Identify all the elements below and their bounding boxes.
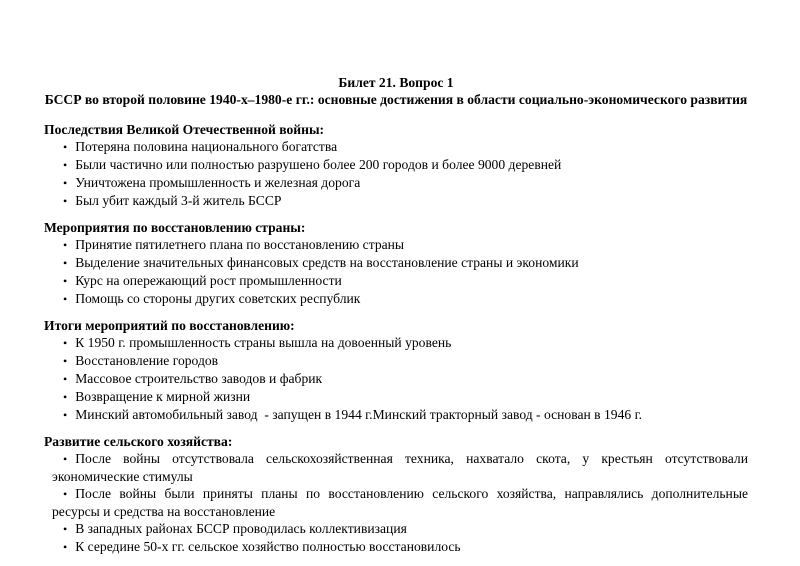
list-item: [52, 272, 748, 290]
bullet-icon: •: [63, 274, 68, 288]
list-item: [52, 138, 748, 156]
section-agriculture-development: [44, 433, 748, 556]
bullet-icon: •: [63, 176, 68, 190]
bullet-list: [52, 450, 748, 556]
list-item: [52, 388, 748, 406]
list-item-text: Уничтожена промышленность и железная дорога: [75, 175, 361, 190]
list-item: [52, 450, 748, 485]
list-item-text: Минский автомобильный завод - запущен в 1944 г.Минский тракторный завод - основан в 1946 г.: [75, 407, 643, 422]
list-item: [52, 254, 748, 272]
list-item: [52, 352, 748, 370]
bullet-list: [52, 236, 748, 308]
doc-title: Билет 21. Вопрос 1: [338, 75, 454, 90]
list-item: [52, 174, 748, 192]
list-item-text: Потеряна половина национального богатства: [75, 139, 338, 154]
list-item: [52, 290, 748, 308]
list-item: [52, 236, 748, 254]
bullet-icon: •: [63, 522, 68, 536]
section-heading: Итоги мероприятий по восстановлению:: [44, 318, 295, 333]
list-item: [52, 485, 748, 520]
list-item-text: К 1950 г. промышленность страны вышла на довоенный уровень: [75, 335, 452, 350]
section-restoration-measures: [44, 219, 748, 308]
bullet-list: [52, 138, 748, 210]
list-item-text: Был убит каждый 3-й житель БССР: [75, 193, 282, 208]
bullet-icon: •: [63, 408, 68, 422]
bullet-icon: •: [63, 487, 68, 501]
list-item: [52, 334, 748, 352]
bullet-icon: •: [63, 540, 68, 554]
list-item-text: В западных районах БССР проводилась коллективизация: [75, 521, 407, 536]
list-item-text: Восстановление городов: [75, 353, 219, 368]
section-war-consequences: [44, 121, 748, 210]
doc-subtitle: БССР во второй половине 1940-х–1980-е гг.: основные достижения в области социально-экономического развития: [44, 92, 748, 107]
document-header: [44, 74, 748, 108]
list-item-text: Принятие пятилетнего плана по восстановлению страны: [75, 237, 405, 252]
bullet-icon: •: [63, 158, 68, 172]
bullet-icon: •: [63, 238, 68, 252]
list-item: [52, 192, 748, 210]
list-item: [52, 370, 748, 388]
bullet-icon: •: [63, 354, 68, 368]
list-item-text: Массовое строительство заводов и фабрик: [75, 371, 323, 386]
bullet-list: [52, 334, 748, 424]
list-item-text: После войны были приняты планы по восстановлению сельского хозяйства, направлялись дополнительные ресурсы и средства на восстановление: [52, 486, 748, 519]
list-item: [52, 538, 748, 556]
list-item-text: Выделение значительных финансовых средств на восстановление страны и экономики: [75, 255, 579, 270]
bullet-icon: •: [63, 292, 68, 306]
bullet-icon: •: [63, 390, 68, 404]
section-heading: Развитие сельского хозяйства:: [44, 434, 233, 449]
list-item-text: Курс на опережающий рост промышленности: [75, 273, 342, 288]
section-heading: Мероприятия по восстановлению страны:: [44, 220, 306, 235]
list-item-text: После войны отсутствовала сельскохозяйственная техника, нахватало скота, у крестьян отсутствовали экономические стимулы: [52, 451, 748, 484]
section-heading: Последствия Великой Отечественной войны:: [44, 122, 325, 137]
list-item: [52, 520, 748, 538]
bullet-icon: •: [63, 194, 68, 208]
bullet-icon: •: [63, 452, 68, 466]
bullet-icon: •: [63, 256, 68, 270]
list-item: [52, 156, 748, 174]
list-item-text: Помощь со стороны других советских республик: [75, 291, 361, 306]
list-item-text: Возвращение к мирной жизни: [75, 389, 251, 404]
list-item-text: Были частично или полностью разрушено более 200 городов и более 9000 деревней: [75, 157, 562, 172]
bullet-icon: •: [63, 372, 68, 386]
bullet-icon: •: [63, 336, 68, 350]
list-item-text: К середине 50-х гг. сельское хозяйство полностью восстановилось: [75, 539, 461, 554]
list-item: [52, 406, 748, 424]
bullet-icon: •: [63, 140, 68, 154]
section-restoration-results: [44, 317, 748, 424]
